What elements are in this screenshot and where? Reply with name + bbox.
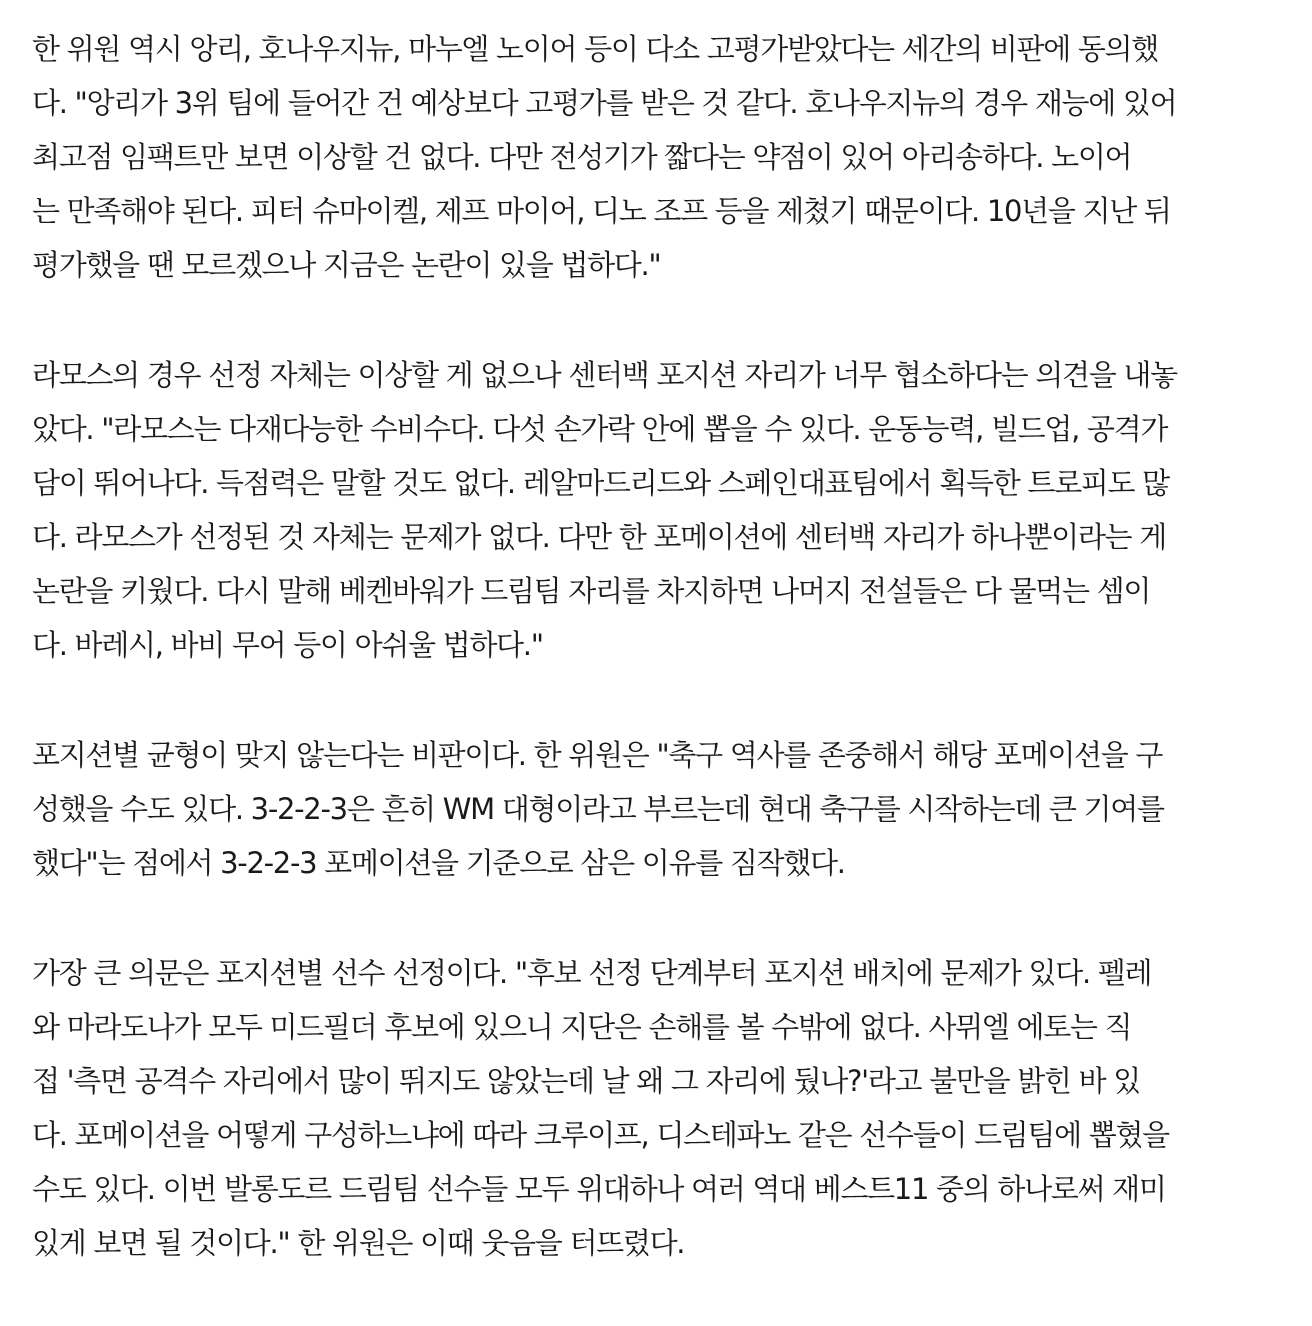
text-line: 평가했을 땐 모르겠으나 지금은 논란이 있을 법하다." (32, 248, 661, 282)
text-line: 최고점 임팩트만 보면 이상할 건 없다. 다만 전성기가 짧다는 약점이 있어 아리송하다. 노이어 (32, 140, 1132, 174)
text-line: 포지션별 균형이 맞지 않는다는 비판이다. 한 위원은 "축구 역사를 존중해서 해당 포메이션을 구 (32, 738, 1163, 772)
text-line: 한 위원 역시 앙리, 호나우지뉴, 마누엘 노이어 등이 다소 고평가받았다는 세간의 비판에 동의했 (32, 32, 1158, 66)
article-body (32, 22, 1280, 1326)
paragraph-position-balance (32, 728, 1280, 890)
text-line: 담이 뛰어나다. 득점력은 말할 것도 없다. 레알마드리드와 스페인대표팀에서 획득한 트로피도 많 (32, 466, 1169, 500)
text-line: 와 마라도나가 모두 미드필더 후보에 있으니 지단은 손해를 볼 수밖에 없다. 사뮈엘 에토는 직 (32, 1010, 1132, 1044)
text-line: 다. 바레시, 바비 무어 등이 아쉬울 법하다." (32, 628, 543, 662)
text-line: 다. 포메이션을 어떻게 구성하느냐에 따라 크루이프, 디스테파노 같은 선수들이 드림팀에 뽑혔을 (32, 1118, 1169, 1152)
text-line: 접 '측면 공격수 자리에서 많이 뛰지도 않았는데 날 왜 그 자리에 뒀나?'라고 불만을 밝힌 바 있 (32, 1064, 1140, 1098)
paragraph-player-selection (32, 946, 1280, 1270)
text-line: 라모스의 경우 선정 자체는 이상할 게 없으나 센터백 포지션 자리가 너무 협소하다는 의견을 내놓 (32, 358, 1177, 392)
text-line: 수도 있다. 이번 발롱도르 드림팀 선수들 모두 위대하나 여러 역대 베스트11 중의 하나로써 재미 (32, 1172, 1166, 1206)
text-line: 성했을 수도 있다. 3-2-2-3은 흔히 WM 대형이라고 부르는데 현대 축구를 시작하는데 큰 기여를 (32, 792, 1164, 826)
text-line: 는 만족해야 된다. 피터 슈마이켈, 제프 마이어, 디노 조프 등을 제쳤기 때문이다. 10년을 지난 뒤 (32, 194, 1171, 228)
text-line: 았다. "라모스는 다재다능한 수비수다. 다섯 손가락 안에 뽑을 수 있다. 운동능력, 빌드업, 공격가 (32, 412, 1168, 446)
text-line: 있게 보면 될 것이다." 한 위원은 이때 웃음을 터뜨렸다. (32, 1226, 685, 1260)
text-line: 가장 큰 의문은 포지션별 선수 선정이다. "후보 선정 단계부터 포지션 배치에 문제가 있다. 펠레 (32, 956, 1152, 990)
paragraph-ramos (32, 348, 1280, 672)
text-line: 다. "앙리가 3위 팀에 들어간 건 예상보다 고평가를 받은 것 같다. 호나우지뉴의 경우 재능에 있어 (32, 86, 1177, 120)
text-line: 했다"는 점에서 3-2-2-3 포메이션을 기준으로 삼은 이유를 짐작했다. (32, 846, 845, 880)
paragraph-henry-ronaldinho-neuer (32, 22, 1280, 292)
text-line: 논란을 키웠다. 다시 말해 베켄바워가 드림팀 자리를 차지하면 나머지 전설들은 다 물먹는 셈이 (32, 574, 1151, 608)
text-line: 다. 라모스가 선정된 것 자체는 문제가 없다. 다만 한 포메이션에 센터백 자리가 하나뿐이라는 게 (32, 520, 1166, 554)
